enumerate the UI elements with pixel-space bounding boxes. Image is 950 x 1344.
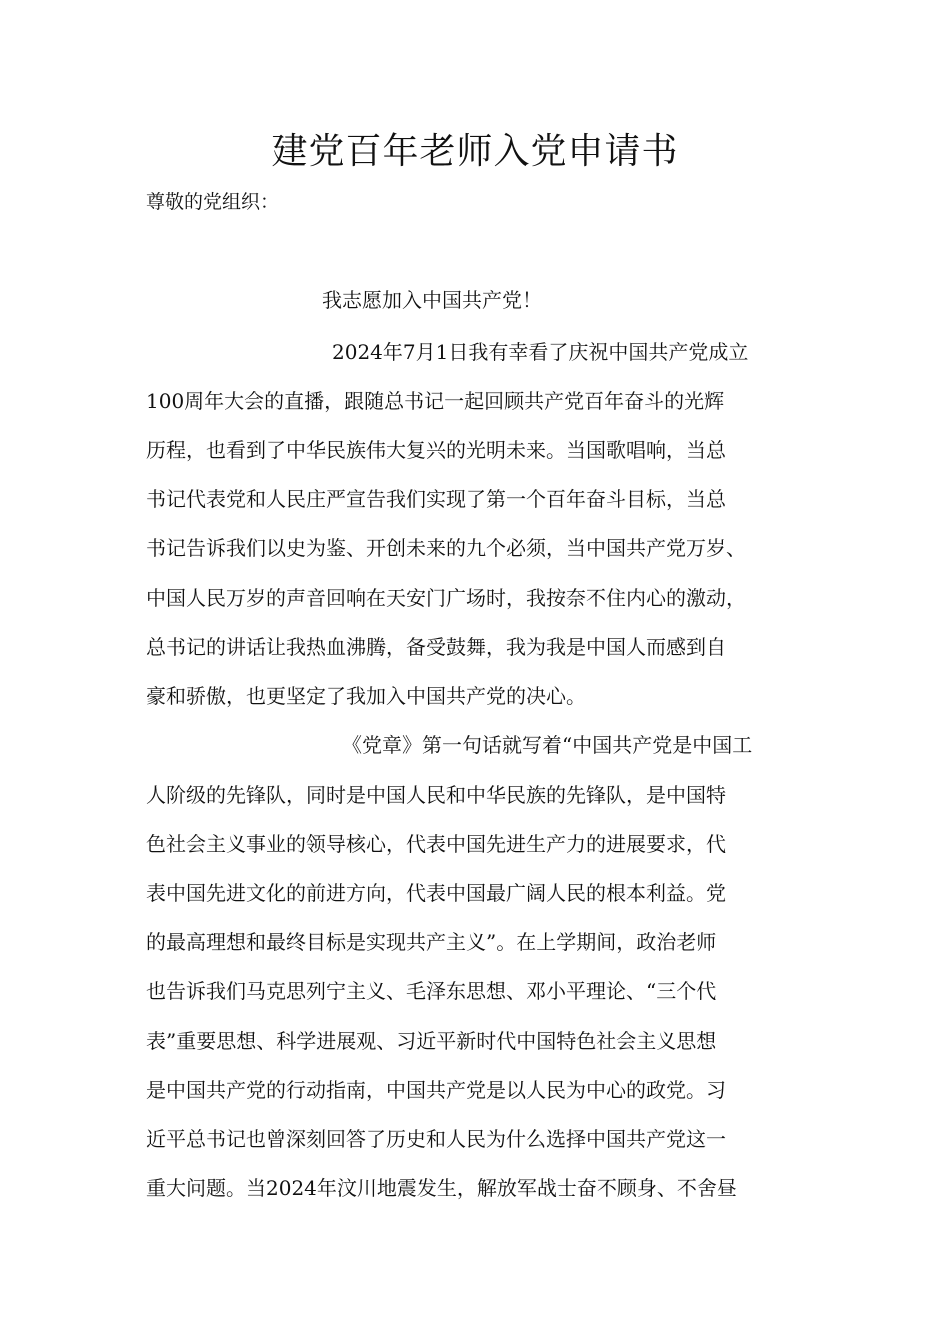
paragraph-line: 是中国共产党的行动指南，中国共产党是以人民为中心的政党。习 — [146, 1078, 726, 1102]
paragraph-line: 重大问题。当2024年汶川地震发生，解放军战士奋不顾身、不舍昼 — [146, 1176, 737, 1200]
paragraph-line: 《党章》第一句话就写着“中国共产党是中国工 — [342, 733, 753, 757]
paragraph-line: 总书记的讲话让我热血沸腾，备受鼓舞，我为我是中国人而感到自 — [146, 635, 726, 659]
paragraph-line: 近平总书记也曾深刻回答了历史和人民为什么选择中国共产党这一 — [146, 1127, 726, 1151]
paragraph-line: 色社会主义事业的领导核心，代表中国先进生产力的进展要求，代 — [146, 832, 726, 856]
paragraph-line: 100周年大会的直播，跟随总书记一起回顾共产党百年奋斗的光辉 — [146, 389, 725, 413]
salutation: 尊敬的党组织： — [146, 191, 280, 213]
paragraph-line: 表中国先进文化的前进方向，代表中国最广阔人民的根本利益。党 — [146, 881, 726, 905]
paragraph-line: 也告诉我们马克思列宁主义、毛泽东思想、邓小平理论、“三个代 — [146, 979, 717, 1003]
paragraph-line: 我志愿加入中国共产党！ — [322, 288, 542, 312]
paragraph-line: 历程，也看到了中华民族伟大复兴的光明未来。当国歌唱响，当总 — [146, 438, 726, 462]
paragraph-line: 书记代表党和人民庄严宣告我们实现了第一个百年奋斗目标，当总 — [146, 487, 726, 511]
paragraph-line: 的最高理想和最终目标是实现共产主义”。在上学期间，政治老师 — [146, 930, 717, 954]
paragraph-line: 人阶级的先锋队，同时是中国人民和中华民族的先锋队，是中国特 — [146, 783, 726, 807]
paragraph-line: 豪和骄傲，也更坚定了我加入中国共产党的决心。 — [146, 684, 586, 708]
paragraph-line: 表”重要思想、科学进展观、习近平新时代中国特色社会主义思想 — [146, 1029, 717, 1053]
paragraph-line: 书记告诉我们以史为鉴、开创未来的九个必须，当中国共产党万岁、 — [146, 536, 746, 560]
paragraph-line: 中国人民万岁的声音回响在天安门广场时，我按奈不住内心的激动， — [146, 586, 746, 610]
paragraph-line: 2024年7月1日我有幸看了庆祝中国共产党成立 — [332, 340, 749, 364]
document-title: 建党百年老师入党申请书 — [271, 131, 679, 172]
